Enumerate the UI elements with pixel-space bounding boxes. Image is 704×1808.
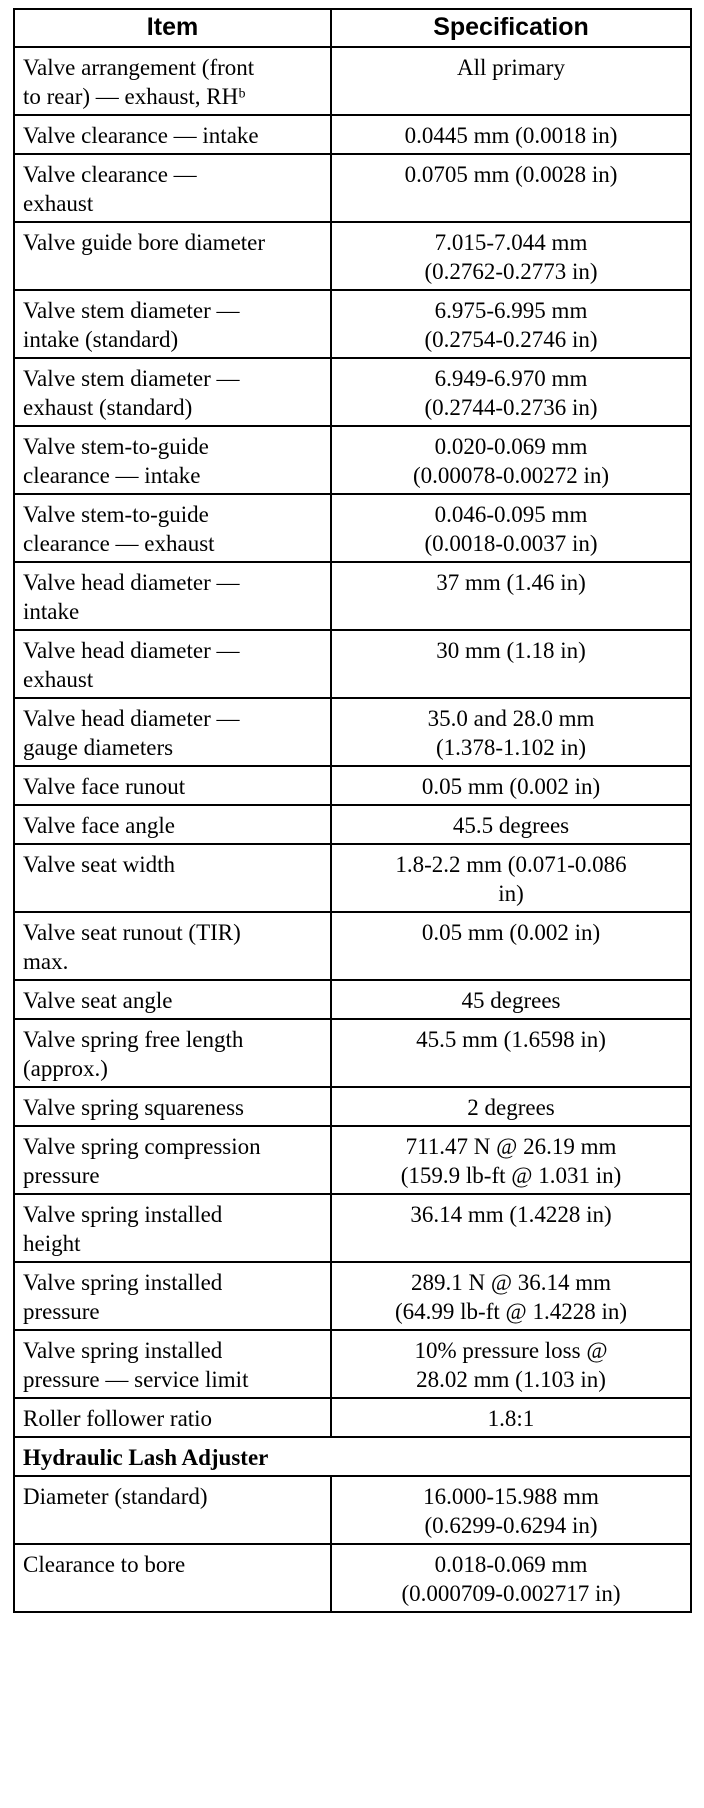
item-text-line: Valve stem diameter — — [23, 298, 240, 323]
item-cell — [14, 1126, 331, 1194]
item-cell — [14, 1330, 331, 1398]
specification-text-line: 6.975-6.995 mm — [434, 298, 588, 323]
table-row — [14, 358, 691, 426]
specification-cell — [331, 766, 691, 805]
item-cell — [14, 154, 331, 222]
item-cell — [14, 1544, 331, 1612]
table-row — [14, 698, 691, 766]
specification-cell — [331, 1087, 691, 1126]
specification-cell — [331, 980, 691, 1019]
specification-cell — [331, 358, 691, 426]
specification-cell — [331, 1330, 691, 1398]
table-row — [14, 1087, 691, 1126]
specification-text-line: (0.00078-0.00272 in) — [412, 463, 610, 488]
specification-text-line: 0.0705 mm (0.0028 in) — [404, 162, 618, 187]
specification-text-line: 289.1 N @ 36.14 mm — [410, 1270, 612, 1295]
specification-cell — [331, 1194, 691, 1262]
specification-cell — [331, 562, 691, 630]
column-header-specification: Specification — [331, 9, 691, 47]
item-text-line: clearance — exhaust — [23, 531, 215, 556]
item-text-line: (approx.) — [23, 1056, 108, 1081]
table-row — [14, 912, 691, 980]
valve-specification-table — [13, 8, 692, 1613]
specification-text-line: 16.000-15.988 mm — [423, 1484, 599, 1509]
item-text-line: Valve spring squareness — [23, 1095, 245, 1120]
specification-cell — [331, 1019, 691, 1087]
item-text-line: height — [23, 1231, 81, 1256]
table-row — [14, 1194, 691, 1262]
specification-text-line: 1.8-2.2 mm (0.071-0.086 — [395, 852, 627, 877]
table-row — [14, 222, 691, 290]
table-row — [14, 1126, 691, 1194]
section-row — [14, 1437, 691, 1476]
specification-cell — [331, 222, 691, 290]
item-cell — [14, 290, 331, 358]
specification-cell — [331, 1476, 691, 1544]
specification-text-line: 30 mm (1.18 in) — [436, 638, 586, 663]
specification-text-line: 0.046-0.095 mm — [434, 502, 588, 527]
specification-text-line: (159.9 lb-ft @ 1.031 in) — [400, 1163, 622, 1188]
specification-text-line: 45 degrees — [461, 988, 561, 1013]
specification-text-line: 0.05 mm (0.002 in) — [421, 920, 601, 945]
item-text-line: Valve seat runout (TIR) — [23, 920, 241, 945]
item-cell — [14, 426, 331, 494]
specification-cell — [331, 154, 691, 222]
specification-cell — [331, 630, 691, 698]
item-text-line: Roller follower ratio — [23, 1406, 213, 1431]
specification-cell — [331, 494, 691, 562]
item-text-line: Valve spring compression — [23, 1134, 261, 1159]
section-heading: Hydraulic Lash Adjuster — [14, 1437, 691, 1476]
specification-text-line: 1.8:1 — [487, 1406, 535, 1431]
table-body — [14, 47, 691, 1612]
table-row — [14, 494, 691, 562]
table-header-row — [14, 9, 691, 47]
item-text-line: gauge diameters — [23, 735, 174, 760]
item-text-line: Valve clearance — intake — [23, 123, 259, 148]
specification-text-line: 6.949-6.970 mm — [434, 366, 588, 391]
specification-text-line: (0.2762-0.2773 in) — [424, 259, 598, 284]
item-text-line: Valve spring installed — [23, 1202, 223, 1227]
item-text-line: pressure — [23, 1299, 100, 1324]
item-text-line: Valve head diameter — — [23, 638, 240, 663]
specification-cell — [331, 290, 691, 358]
specification-text-line: 37 mm (1.46 in) — [436, 570, 586, 595]
item-cell — [14, 805, 331, 844]
item-cell — [14, 1087, 331, 1126]
item-text-line: Valve stem diameter — — [23, 366, 240, 391]
specification-cell — [331, 844, 691, 912]
item-cell — [14, 912, 331, 980]
item-cell — [14, 1194, 331, 1262]
specification-text-line: 10% pressure loss @ — [414, 1338, 608, 1363]
specification-text-line: 45.5 mm (1.6598 in) — [416, 1027, 606, 1052]
table-row — [14, 154, 691, 222]
specification-text-line: (1.378-1.102 in) — [435, 735, 587, 760]
item-text-line: Valve spring installed — [23, 1338, 223, 1363]
item-cell — [14, 1476, 331, 1544]
item-text-line: Valve head diameter — — [23, 706, 240, 731]
item-text-line: Valve guide bore diameter — [23, 230, 266, 255]
table-row — [14, 805, 691, 844]
item-text-line: Valve seat width — [23, 852, 176, 877]
item-cell — [14, 494, 331, 562]
item-cell — [14, 630, 331, 698]
specification-text-line: (0.000709-0.002717 in) — [401, 1581, 621, 1606]
item-text-line: Valve stem-to-guide — [23, 434, 209, 459]
item-text-line: Diameter (standard) — [23, 1484, 208, 1509]
table-row — [14, 1398, 691, 1437]
item-text-line: Valve face angle — [23, 813, 175, 838]
specification-text-line: (0.6299-0.6294 in) — [424, 1513, 598, 1538]
item-text-line: to rear) — exhaust, RHᵇ — [23, 84, 246, 109]
item-cell — [14, 47, 331, 115]
item-text-line: max. — [23, 949, 69, 974]
specification-cell — [331, 805, 691, 844]
item-cell — [14, 766, 331, 805]
item-text-line: Valve spring free length — [23, 1027, 244, 1052]
item-cell — [14, 980, 331, 1019]
specification-text-line: 36.14 mm (1.4228 in) — [410, 1202, 612, 1227]
item-text-line: Valve face runout — [23, 774, 186, 799]
table-row — [14, 844, 691, 912]
item-text-line: pressure — service limit — [23, 1367, 249, 1392]
item-text-line: intake — [23, 599, 80, 624]
table-row — [14, 1262, 691, 1330]
specification-text-line: 0.05 mm (0.002 in) — [421, 774, 601, 799]
specification-text-line: (0.2744-0.2736 in) — [424, 395, 598, 420]
item-text-line: pressure — [23, 1163, 100, 1188]
table-row — [14, 1330, 691, 1398]
item-text-line: exhaust — [23, 667, 94, 692]
item-cell — [14, 1262, 331, 1330]
table-row — [14, 562, 691, 630]
table-row — [14, 1544, 691, 1612]
specification-text-line: All primary — [457, 55, 565, 80]
specification-text-line: in) — [498, 881, 524, 906]
table-row — [14, 1019, 691, 1087]
item-text-line: exhaust (standard) — [23, 395, 193, 420]
specification-text-line: (64.99 lb-ft @ 1.4228 in) — [395, 1299, 627, 1324]
item-cell — [14, 844, 331, 912]
specification-text-line: 0.0445 mm (0.0018 in) — [404, 123, 618, 148]
item-text-line: clearance — intake — [23, 463, 201, 488]
item-text-line: Valve clearance — — [23, 162, 197, 187]
specification-cell — [331, 1126, 691, 1194]
table-row — [14, 630, 691, 698]
column-header-item: Item — [14, 9, 331, 47]
specification-cell — [331, 47, 691, 115]
item-cell — [14, 222, 331, 290]
specification-text-line: (0.2754-0.2746 in) — [424, 327, 598, 352]
table-row — [14, 426, 691, 494]
specification-text-line: 2 degrees — [467, 1095, 555, 1120]
table-row — [14, 290, 691, 358]
table-row — [14, 766, 691, 805]
item-cell — [14, 1398, 331, 1437]
specification-text-line: 0.020-0.069 mm — [434, 434, 588, 459]
item-cell — [14, 562, 331, 630]
item-cell — [14, 115, 331, 154]
item-text-line: Valve stem-to-guide — [23, 502, 209, 527]
specification-text-line: 0.018-0.069 mm — [434, 1552, 588, 1577]
item-text-line: Clearance to bore — [23, 1552, 186, 1577]
item-text-line: Valve head diameter — — [23, 570, 240, 595]
item-cell — [14, 1019, 331, 1087]
item-cell — [14, 698, 331, 766]
item-cell — [14, 358, 331, 426]
item-text-line: Valve spring installed — [23, 1270, 223, 1295]
table-row — [14, 980, 691, 1019]
specification-text-line: 711.47 N @ 26.19 mm — [405, 1134, 617, 1159]
table-row — [14, 115, 691, 154]
specification-cell — [331, 115, 691, 154]
specification-cell — [331, 912, 691, 980]
specification-cell — [331, 1262, 691, 1330]
specification-text-line: 35.0 and 28.0 mm — [427, 706, 595, 731]
item-text-line: intake (standard) — [23, 327, 179, 352]
specification-text-line: 28.02 mm (1.103 in) — [416, 1367, 606, 1392]
specification-text-line: 7.015-7.044 mm — [434, 230, 588, 255]
specification-cell — [331, 426, 691, 494]
specification-cell — [331, 1544, 691, 1612]
specification-cell — [331, 1398, 691, 1437]
item-text-line: exhaust — [23, 191, 94, 216]
table-row — [14, 1476, 691, 1544]
specification-text-line: 45.5 degrees — [452, 813, 570, 838]
item-text-line: Valve seat angle — [23, 988, 173, 1013]
table-row — [14, 47, 691, 115]
specification-cell — [331, 698, 691, 766]
item-text-line: Valve arrangement (front — [23, 55, 255, 80]
specification-text-line: (0.0018-0.0037 in) — [424, 531, 598, 556]
